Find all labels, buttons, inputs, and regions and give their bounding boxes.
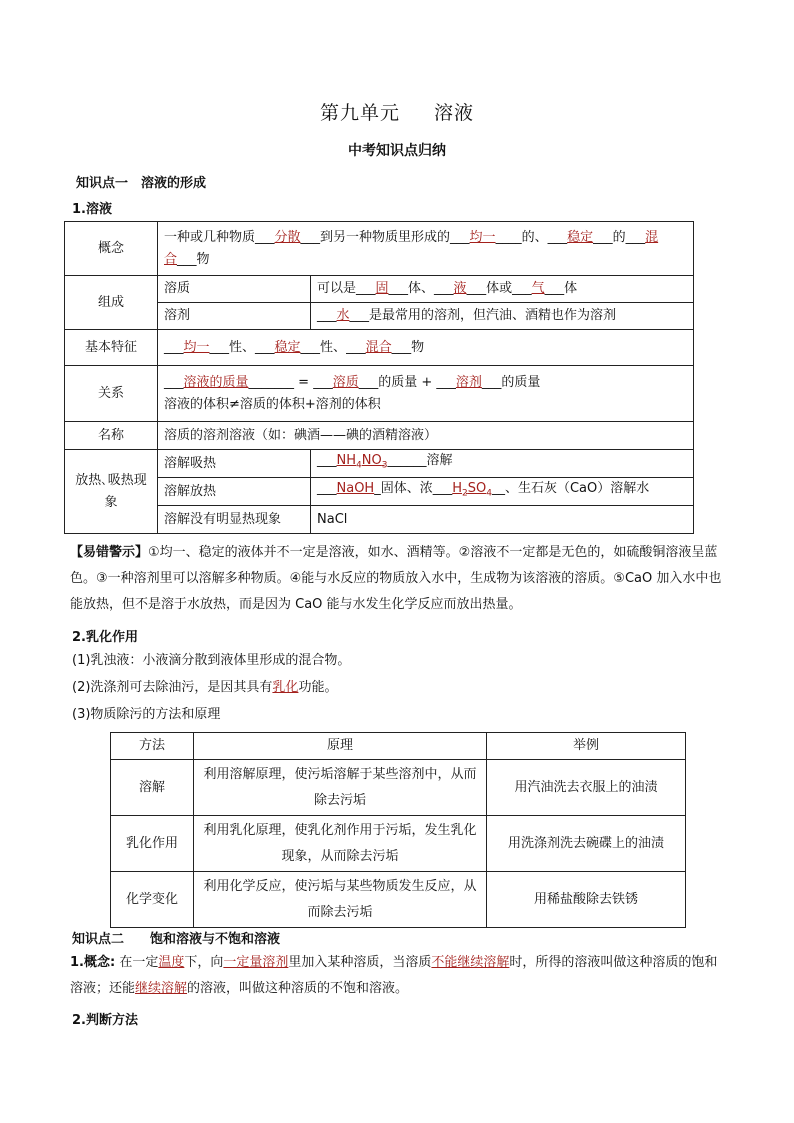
name-cell: 溶质的溶剂溶液（如：碘酒——碘的酒精溶液） — [158, 422, 694, 450]
page-subtitle: 中考知识点归纳 — [348, 143, 446, 159]
saturation-concept: 1.概念: 在一定温度下，向一定量溶剂里加入某种溶质，当溶质不能继续溶解时，所得的溶液叫做这种溶质的饱和溶液；还能继续溶解的溶液，叫做这种溶质的不饱和溶液。 — [70, 955, 718, 996]
release-label: 溶解放热 — [158, 478, 311, 506]
feature-cell: ___均一___性、___稳定___性、___混合___物 — [158, 330, 694, 366]
solvent-label: 溶剂 — [158, 303, 311, 330]
header-example: 举例 — [487, 733, 686, 760]
row-none — [65, 506, 694, 534]
feature-label: 基本特征 — [65, 330, 158, 366]
emulsion-p2: (2)洗涤剂可去除油污，是因其具有乳化功能。 — [72, 680, 338, 695]
heat-label: 放热､吸热现象 — [65, 450, 158, 534]
cleaning-table — [110, 732, 686, 928]
name-label: 名称 — [65, 422, 158, 450]
relation-cell: ___溶液的质量_______ = ___溶质___的质量 + ___溶剂___的质量 溶液的体积≠溶质的体积+溶剂的体积 — [158, 366, 694, 422]
emulsion-p1: (1)乳浊液：小液滴分散到液体里形成的混合物。 — [72, 653, 351, 668]
table-row: 溶解 利用溶解原理，使污垢溶解于某些溶剂中，从而除去污垢 用汽油洗去衣服上的油渍 — [111, 760, 686, 816]
kp2-heading: 知识点二 饱和溶液与不饱和溶液 — [72, 932, 281, 947]
cleaning-header-row — [111, 733, 686, 760]
none-label: 溶解没有明显热现象 — [158, 506, 311, 534]
composition-label: 组成 — [65, 276, 158, 330]
release-cell: ___NaOH_固体、浓$\_\_\_H_2SO_4\_\_$、生石灰（CaO）溶解水 — [311, 478, 694, 506]
row-solute — [65, 276, 694, 303]
row-absorb — [65, 450, 694, 478]
warning-label: 【易错警示】 — [70, 545, 149, 560]
header-method: 方法 — [111, 733, 194, 760]
solution-table — [64, 221, 694, 534]
row-feature — [65, 330, 694, 366]
relation-label: 关系 — [65, 366, 158, 422]
header-principle: 原理 — [194, 733, 487, 760]
warning-paragraph: 【易错警示】①均一、稳定的液体并不一定是溶液，如水、酒精等。②溶液不一定都是无色的，如硫酸铜溶液呈蓝色。③一种溶剂里可以溶解多种物质。④能与水反应的物质放入水中，生成物为该溶液的溶质。⑤CaO 加入水中也能放热，但不是溶于水放热，而是因为 CaO 能与水发生化学反应而放出热量。 — [70, 545, 722, 612]
table-row: 乳化作用 利用乳化原理，使乳化剂作用于污垢，发生乳化现象，从而除去污垢 用洗涤剂洗去碗碟上的油渍 — [111, 816, 686, 872]
solute-label: 溶质 — [158, 276, 311, 303]
kp1-sec2-heading: 2.乳化作用 — [72, 630, 138, 645]
row-release — [65, 478, 694, 506]
solvent-cell: ___水___是最常用的溶剂，但汽油、酒精也作为溶剂 — [311, 303, 694, 330]
kp1-heading: 知识点一 溶液的形成 — [76, 176, 207, 191]
concept-label: 概念 — [65, 222, 158, 276]
kp1-sec1-heading: 1.溶液 — [72, 202, 112, 217]
table-row: 化学变化 利用化学反应，使污垢与某些物质发生反应，从而除去污垢 用稀盐酸除去铁锈 — [111, 872, 686, 928]
solute-cell: 可以是___固___体、___液___体或___气___体 — [311, 276, 694, 303]
concept-cell: 一种或几种物质___分散___到另一种物质里形成的___均一____的、___稳定___的___混 合___物 — [158, 222, 694, 276]
page-title: 第九单元 溶液 — [319, 102, 475, 124]
none-cell: NaCl — [311, 506, 694, 534]
absorb-cell: $\_\_\_NH_4NO_3\_\_\_\_\_\_$溶解 — [311, 450, 694, 478]
row-concept — [65, 222, 694, 276]
emulsion-p3: (3)物质除污的方法和原理 — [72, 707, 221, 722]
row-name — [65, 422, 694, 450]
kp2-sec2-heading: 2.判断方法 — [72, 1013, 138, 1028]
absorb-label: 溶解吸热 — [158, 450, 311, 478]
row-solvent — [65, 303, 694, 330]
row-relation — [65, 366, 694, 422]
